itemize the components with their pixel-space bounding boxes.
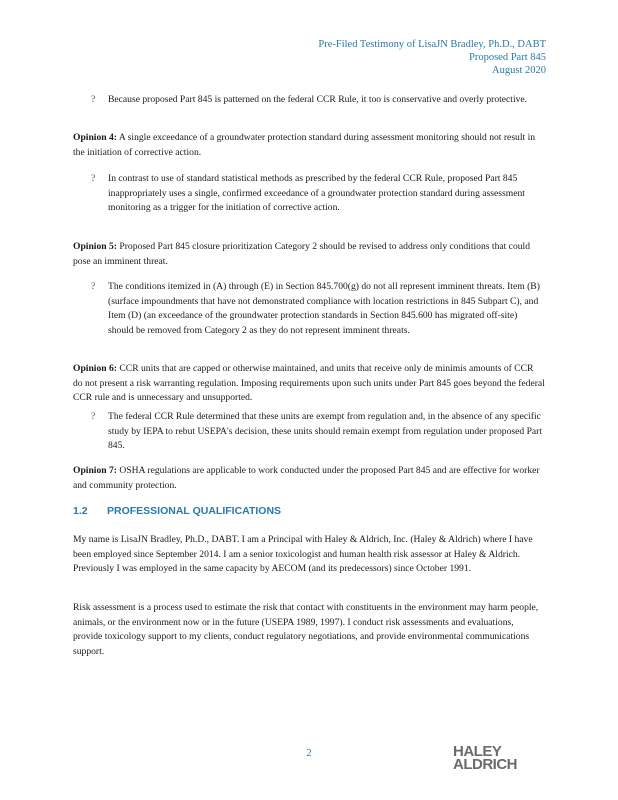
opinion-label: Opinion 4:: [73, 132, 117, 143]
opinion-text: Proposed Part 845 closure prioritization Category 2 should be revised to address only conditions that could pose an imminent threat.: [73, 241, 530, 267]
bullet-text: Because proposed Part 845 is patterned on the federal CCR Rule, it too is conservative and overly protective.: [108, 94, 528, 105]
opinion-paragraph: [73, 240, 545, 269]
opinion-text: A single exceedance of a groundwater protection standard during assessment monitoring should not result in the initiation of corrective action.: [73, 132, 536, 158]
running-header: [318, 38, 546, 77]
section-heading: [73, 505, 473, 517]
body-paragraph: Risk assessment is a process used to estimate the risk that contact with constituents in the environment may harm people, animals, or the environment now or in the future (USEPA 1989, 1997). I conduct risk assessments and evaluations, provide toxicology support to my clients, conduct regulatory negotiations, and provide environmental communications support.: [73, 602, 539, 657]
section-number: 1.2: [73, 505, 88, 517]
header-date: August 2020: [492, 65, 546, 76]
bullet-text: The federal CCR Rule determined that these units are exempt from regulation and, in the absence of any specific study by IEPA to rebut USEPA's decision, these units should remain exempt from regulation under proposed Part 845.: [108, 411, 543, 452]
logo-line-2: ALDRICH: [453, 756, 517, 773]
opinion-label: Opinion 6:: [73, 363, 117, 374]
bullet-text: In contrast to use of standard statistical methods as prescribed by the federal CCR Rule, proposed Part 845 inappropriately uses a single, confirmed exceedance of a groundwater protection standard during assessment monitoring as a trigger for the initiation of corrective action.: [108, 173, 525, 214]
opinion-text: CCR units that are capped or otherwise maintained, and units that receive only de minimis amounts of CCR do not present a risk warranting regulation. Imposing requirements upon such units under Part 845 goes beyond the federal CCR rule and is unnecessary and unsupported.: [73, 363, 545, 404]
header-author: Pre-Filed Testimony of LisaJN Bradley, Ph.D., DABT: [318, 39, 546, 50]
bullet-marker: ?: [91, 281, 96, 292]
company-logo: [453, 745, 517, 771]
opinion-label: Opinion 5:: [73, 241, 117, 252]
opinion-paragraph: [73, 464, 545, 493]
body-paragraph: My name is LisaJN Bradley, Ph.D., DABT. I am a Principal with Haley & Aldrich, Inc. (Haley & Aldrich) where I have been employed since September 2014. I am a senior toxicologist and human health risk assessor at Haley & Aldrich. Previously I was employed in the same capacity by AECOM (and its predecessors) since October 1991.: [73, 534, 533, 575]
bullet-marker: ?: [91, 411, 96, 422]
opinion-label: Opinion 7:: [73, 465, 117, 476]
opinion-paragraph: [73, 362, 545, 406]
header-subject: Proposed Part 845: [469, 52, 546, 63]
opinion-text: OSHA regulations are applicable to work conducted under the proposed Part 845 and are effective for worker and community protection.: [73, 465, 540, 491]
bullet-marker: ?: [91, 173, 96, 184]
section-title: PROFESSIONAL QUALIFICATIONS: [107, 505, 282, 517]
page-number: 2: [306, 748, 312, 759]
opinion-paragraph: [73, 131, 545, 160]
bullet-text: The conditions itemized in (A) through (E) in Section 845.700(g) do not all represent imminent threats. Item (B) (surface impoundments that have not demonstrated compliance with location restrictions in 845 Subpart C), and Item (D) (an exceedance of the groundwater protection standards in Section 845.600 has migrated off-site) should be removed from Category 2 as they do not represent imminent threats.: [108, 281, 540, 336]
bullet-marker: ?: [91, 94, 96, 105]
logo-line-1: HALEY: [453, 743, 502, 760]
